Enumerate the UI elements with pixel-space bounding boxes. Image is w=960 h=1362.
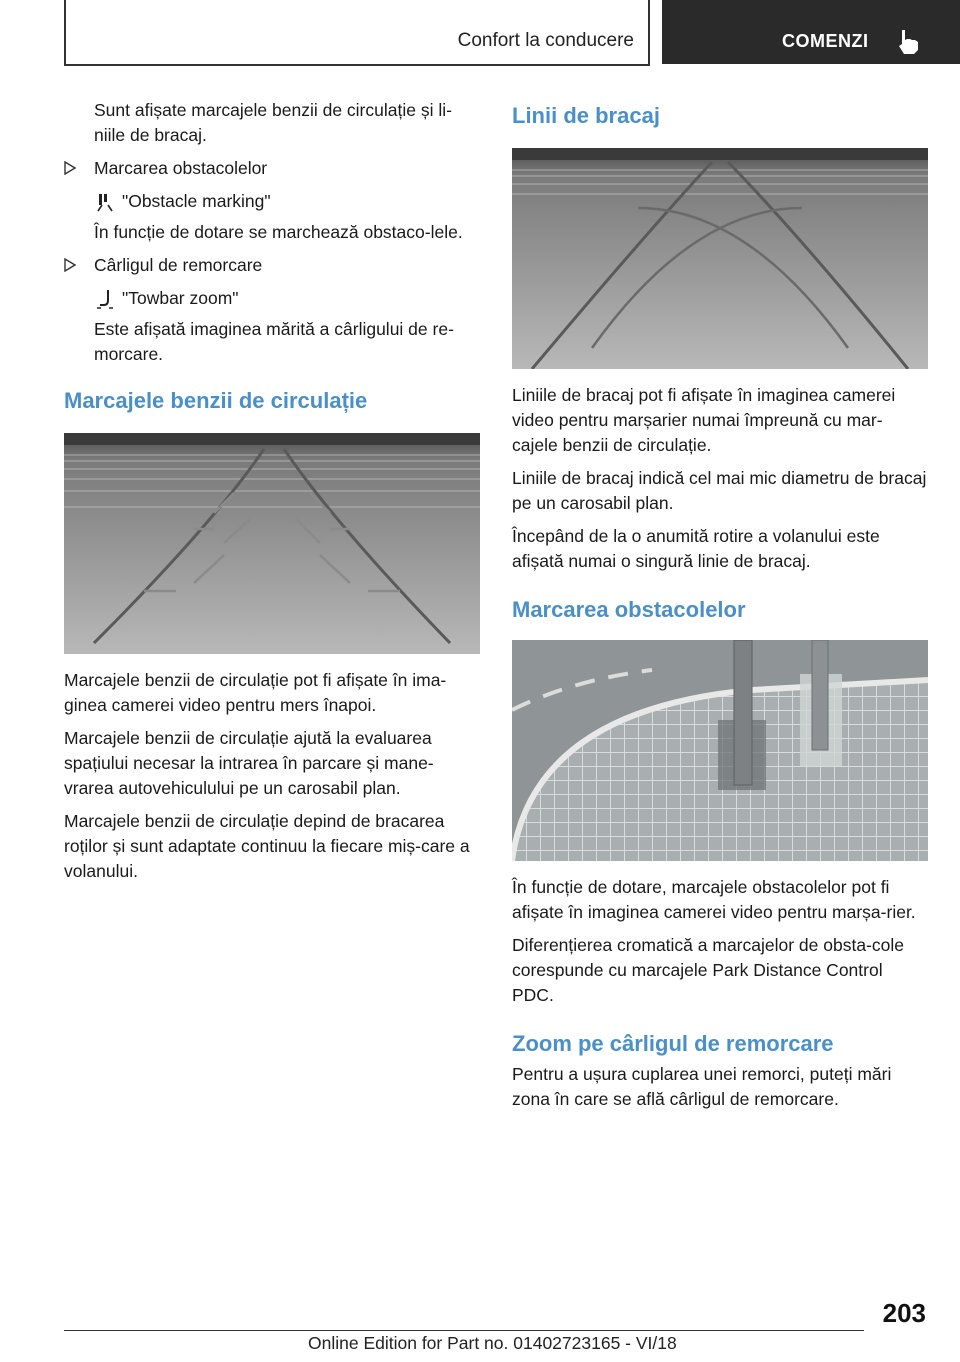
paragraph: Marcajele benzii de circulație pot fi afișate în ima-ginea camerei video pentru mers înapoi. (64, 670, 447, 715)
towbar-icon (94, 288, 116, 310)
section-title-lane-markings: Marcajele benzii de circulație (64, 388, 368, 413)
obstacle-marking-image (512, 640, 928, 861)
header-section-title: Confort la conducere (457, 30, 634, 51)
turning-lines-figure (512, 148, 928, 369)
header-left-line (64, 0, 66, 66)
list-item-label: Cârligul de remorcare (94, 255, 263, 275)
list-item-towbar (64, 253, 480, 278)
obstacle-option (94, 189, 480, 214)
lane-markings-figure (64, 433, 480, 654)
obstacle-marking-figure (512, 640, 928, 861)
list-item-obstacle (64, 156, 480, 181)
list-item-description: Este afișată imaginea mărită a cârligului de re-morcare. (94, 319, 454, 364)
footer-rule (64, 1330, 864, 1331)
chapter-label: COMENZI (782, 31, 869, 51)
edition-text: Online Edition for Part no. 01402723165 - VI/18 (308, 1333, 677, 1353)
intro-text: Sunt afișate marcajele benzii de circulație și li-niile de bracaj. (94, 100, 452, 145)
turning-lines-image (512, 148, 928, 369)
header-separator (648, 0, 650, 66)
obstacle-marking-icon (94, 191, 116, 213)
triangle-bullet-icon (64, 161, 76, 175)
triangle-bullet-icon (64, 258, 76, 272)
paragraph: Liniile de bracaj pot fi afișate în imaginea camerei video pentru marșarier numai împreună cu mar-cajele benzii de circulație. (512, 385, 896, 455)
paragraph: În funcție de dotare, marcajele obstacolelor pot fi afișate în imaginea camerei video pentru marșa-rier. (512, 877, 916, 922)
obstacle-option-label: "Obstacle marking" (122, 191, 271, 211)
paragraph: Marcajele benzii de circulație depind de bracarea roților și sunt adaptate continuu la fiecare miș-care a volanului. (64, 811, 470, 881)
paragraph: Diferențierea cromatică a marcajelor de obsta-cole corespunde cu marcajele Park Distance Control PDC. (512, 935, 904, 1005)
paragraph: Marcajele benzii de circulație ajută la evaluarea spațiului necesar la intrarea în parcare și mane-vrarea autovehiculului pe un carosabil plan. (64, 728, 434, 798)
section-title-turning-lines: Linii de bracaj (512, 103, 660, 128)
towbar-option (94, 286, 480, 311)
list-item-description: În funcție de dotare se marchează obstaco-lele. (94, 222, 463, 242)
paragraph: Începând de la o anumită rotire a volanului este afișată numai o singură linie de bracaj. (512, 526, 880, 571)
paragraph: Pentru a ușura cuplarea unei remorci, puteți mări zona în care se află cârligul de remorcare. (512, 1064, 892, 1109)
pointing-hand-icon (894, 26, 924, 56)
section-title-obstacle-marking: Marcarea obstacolelor (512, 597, 746, 622)
right-column (512, 98, 928, 1120)
list-item-label: Marcarea obstacolelor (94, 158, 268, 178)
left-column (64, 98, 480, 892)
section-title-towbar-zoom: Zoom pe cârligul de remorcare (512, 1031, 834, 1056)
lane-markings-image (64, 433, 480, 654)
chapter-tab[interactable] (662, 0, 960, 64)
towbar-option-label: "Towbar zoom" (122, 288, 239, 308)
page-number: 203 (882, 1298, 926, 1328)
paragraph: Liniile de bracaj indică cel mai mic diametru de bracaj pe un carosabil plan. (512, 468, 927, 513)
header-rule (64, 64, 650, 66)
